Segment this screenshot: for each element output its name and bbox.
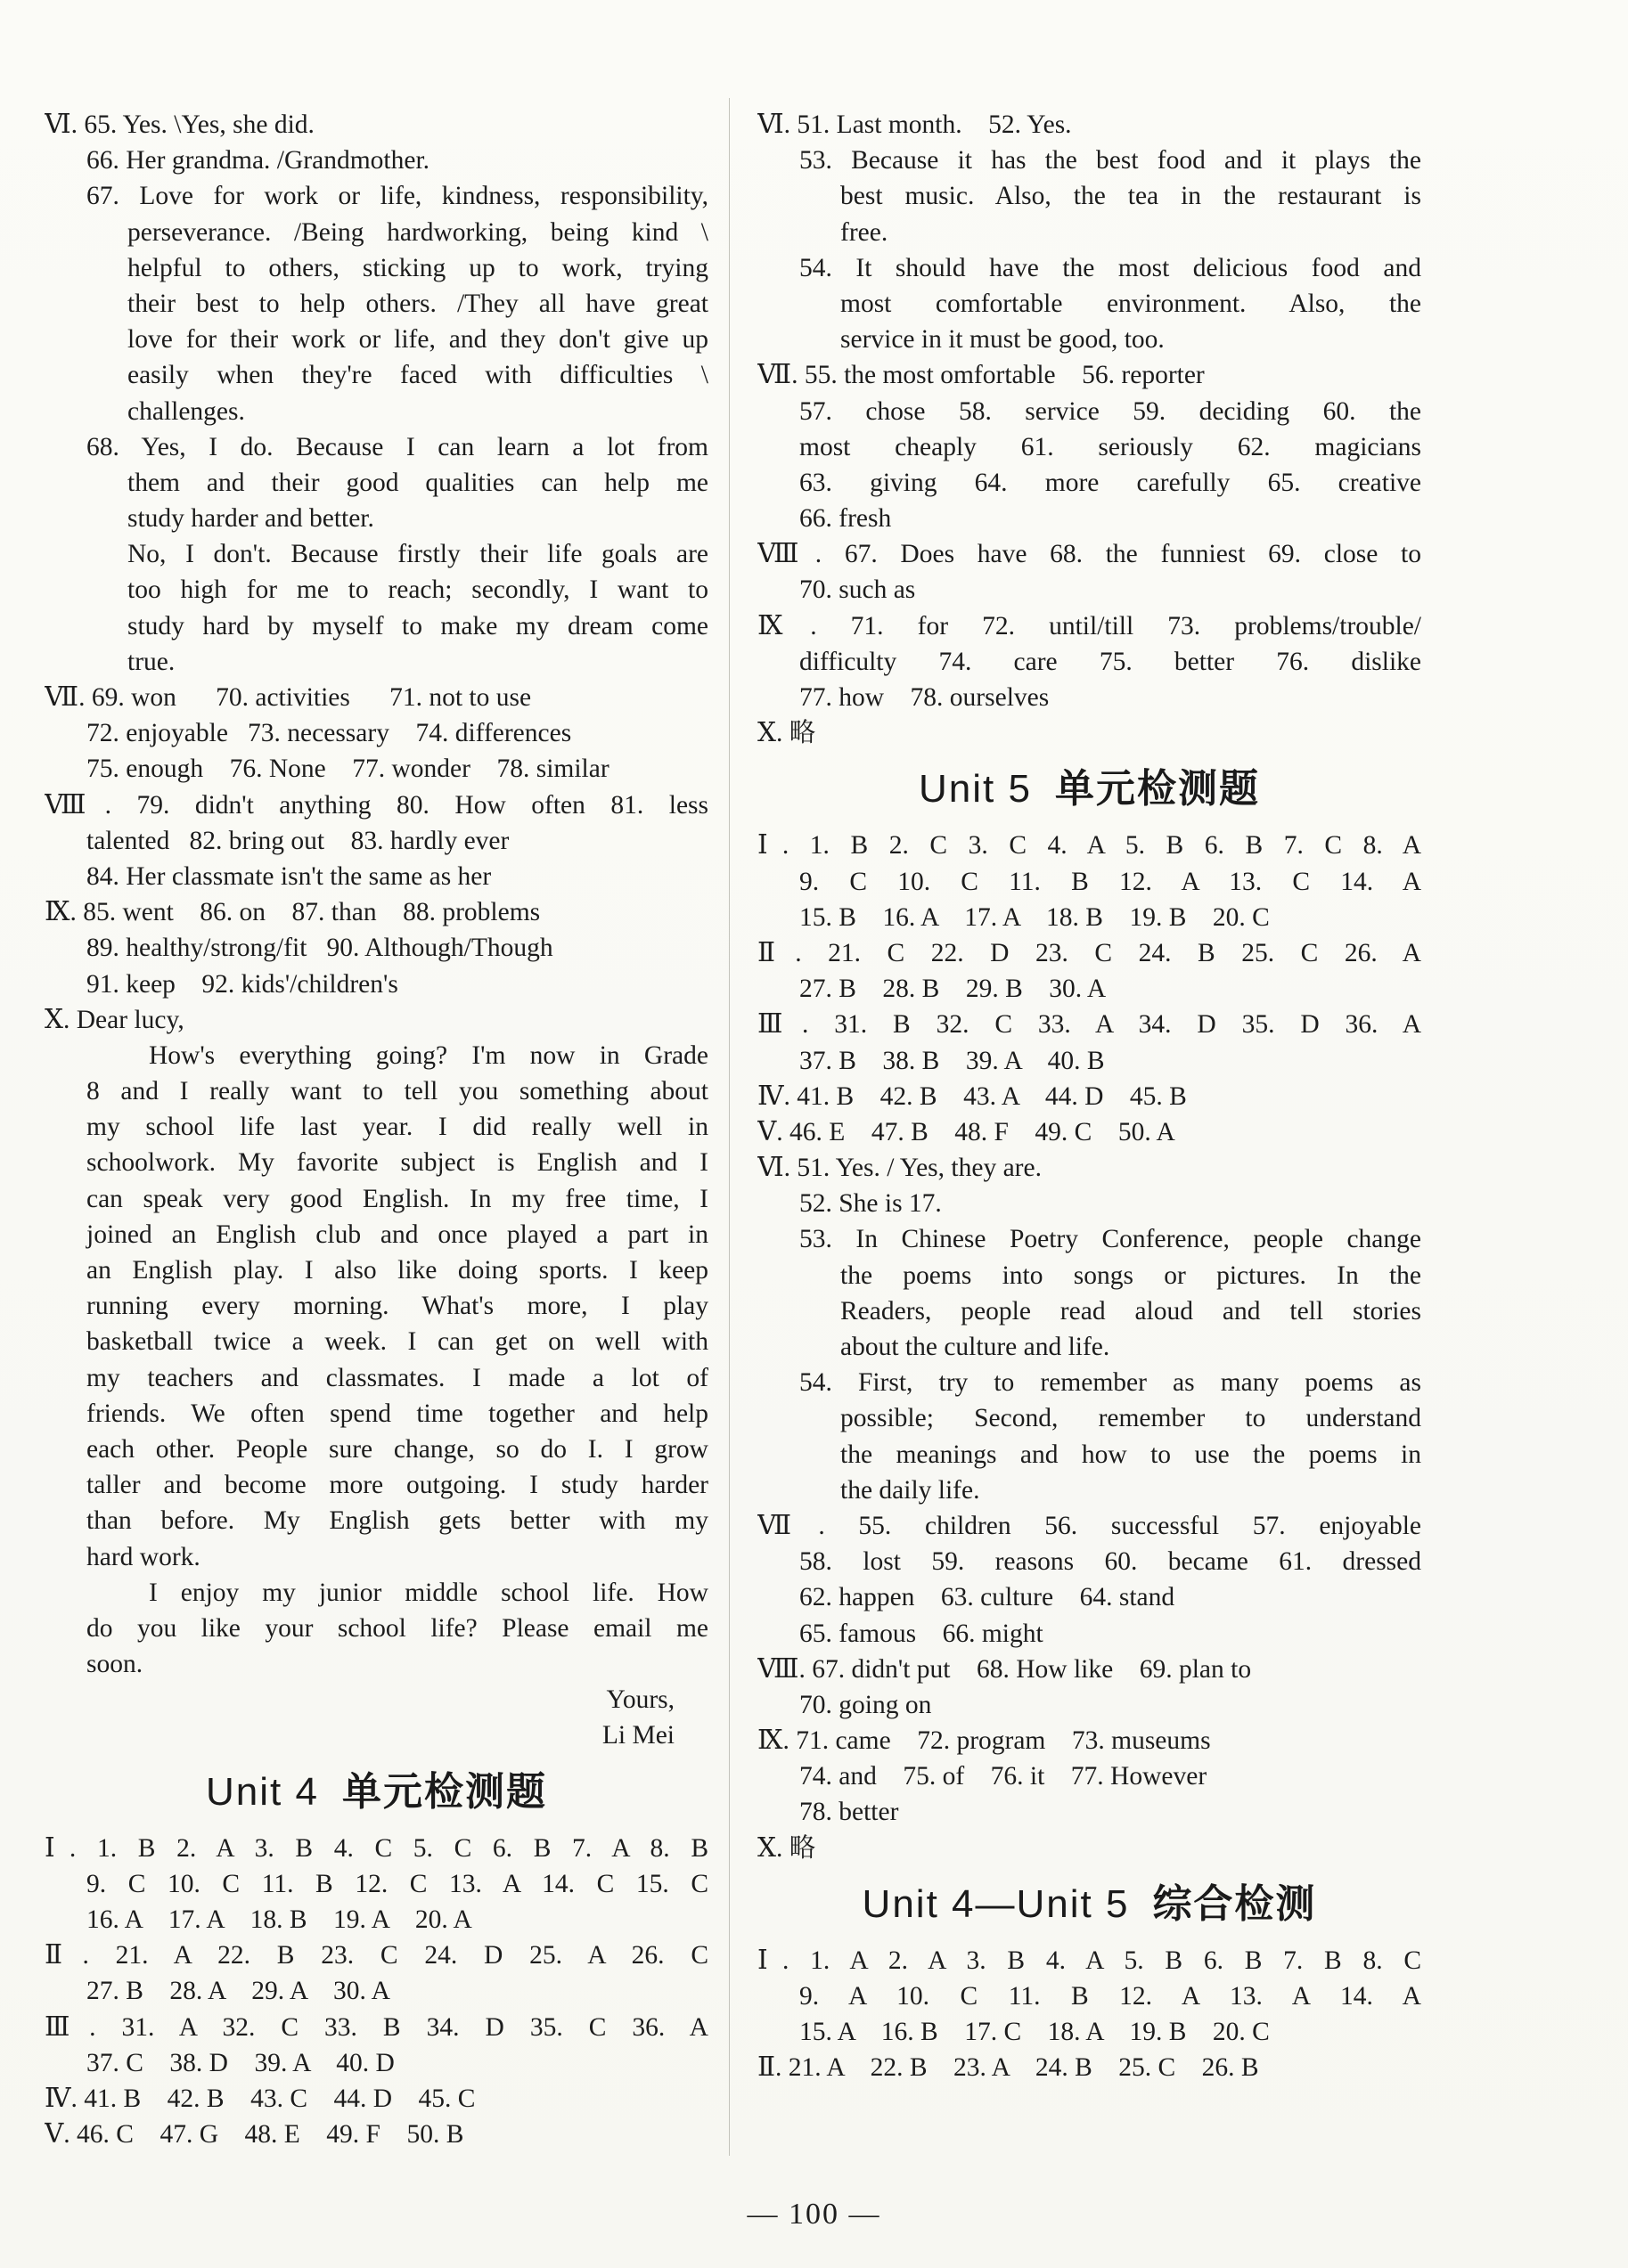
answer-line: soon. bbox=[86, 1650, 143, 1679]
answer-line: hard work. bbox=[86, 1542, 200, 1571]
unit4-heading-unit: Unit 4 bbox=[206, 1769, 319, 1814]
answer-line: true. bbox=[127, 647, 176, 676]
unit5-answer-line: possible; Second, remember to understand bbox=[840, 1404, 1421, 1433]
unit5-answer-line: Ⅹ. 略 bbox=[757, 1833, 816, 1863]
unit5-heading-unit: Unit 5 bbox=[919, 767, 1032, 812]
right-column bbox=[757, 107, 1421, 2086]
answer-line: 89. healthy/strong/fit 90. Although/Though bbox=[86, 934, 553, 963]
answer-line: Ⅹ. Dear lucy, bbox=[45, 1005, 184, 1034]
answer-line: 75. enough 76. None 77. wonder 78. similar bbox=[86, 755, 609, 784]
answer-line: 53. Because it has the best food and it plays the bbox=[799, 146, 1421, 175]
answer-line: my teachers and classmates. I made a lot of bbox=[86, 1363, 708, 1392]
answer-line: service in it must be good, too. bbox=[840, 325, 1165, 355]
answer-line: I enjoy my junior middle school life. How bbox=[149, 1578, 708, 1607]
unit4-answer-line: Ⅰ. 1. B 2. A 3. B 4. C 5. C 6. B 7. A 8. B bbox=[45, 1833, 708, 1863]
answer-line: 54. It should have the most delicious food and bbox=[799, 253, 1421, 282]
unit5-heading-title: 单元检测题 bbox=[1054, 766, 1260, 812]
unit4-answer-line: Ⅳ. 41. B 42. B 43. C 44. D 45. C bbox=[45, 2084, 476, 2113]
answer-line: 84. Her classmate isn't the same as her bbox=[86, 861, 492, 891]
unit45-answer-lines bbox=[757, 1943, 1421, 2086]
answer-line: do you like your school life? Please email me bbox=[86, 1613, 708, 1643]
answer-line: 8 and I really want to tell you something about bbox=[86, 1077, 708, 1106]
unit5-answer-line: Ⅸ. 71. came 72. program 73. museums bbox=[757, 1726, 1211, 1756]
page-number: — 100 — bbox=[747, 2198, 881, 2231]
answer-line: 68. Yes, I do. Because I can learn a lot from bbox=[86, 432, 708, 461]
answer-line: love for their work or life, and they don't give up bbox=[127, 325, 708, 355]
unit5-answer-line: the poems into songs or pictures. In the bbox=[840, 1260, 1421, 1290]
answer-line: difficulty 74. care 75. better 76. dislike bbox=[799, 647, 1421, 676]
answer-line: 70. such as bbox=[799, 575, 916, 605]
unit4-answer-line: 37. C 38. D 39. A 40. D bbox=[86, 2048, 395, 2077]
unit4-answer-line: 16. A 17. A 18. B 19. A 20. A bbox=[86, 1905, 472, 1934]
unit5-answer-line: the daily life. bbox=[840, 1475, 980, 1505]
unit4-answer-line: 9. C 10. C 11. B 12. C 13. A 14. C 15. C bbox=[86, 1869, 708, 1898]
unit4-heading bbox=[45, 1754, 708, 1831]
unit5-answer-line: Ⅲ. 31. B 32. C 33. A 34. D 35. D 36. A bbox=[757, 1010, 1421, 1040]
unit5-answer-line: 78. better bbox=[799, 1798, 899, 1827]
answer-line: Ⅷ. 67. Does have 68. the funniest 69. close to bbox=[757, 540, 1421, 569]
answer-line: Li Mei bbox=[601, 1721, 675, 1750]
unit5-answer-line: Ⅳ. 41. B 42. B 43. A 44. D 45. B bbox=[757, 1081, 1187, 1111]
unit5-answer-line: 54. First, try to remember as many poems as bbox=[799, 1368, 1421, 1398]
unit5-answer-line: 62. happen 63. culture 64. stand bbox=[799, 1583, 1175, 1612]
unit5-heading bbox=[757, 751, 1421, 828]
answer-line: 77. how 78. ourselves bbox=[799, 683, 1050, 712]
right-answer-lines bbox=[757, 107, 1421, 751]
answer-line: schoolwork. My favorite subject is English and I bbox=[86, 1148, 708, 1178]
unit5-answer-line: Ⅰ. 1. B 2. C 3. C 4. A 5. B 6. B 7. C 8. A bbox=[757, 831, 1421, 861]
answer-line: study harder and better. bbox=[127, 504, 374, 534]
unit45-answer-line: 9. A 10. C 11. B 12. A 13. A 14. A bbox=[799, 1982, 1421, 2011]
answer-line: joined an English club and once played a part in bbox=[86, 1220, 708, 1249]
unit5-answer-line: 58. lost 59. reasons 60. became 61. dressed bbox=[799, 1547, 1421, 1577]
answer-line: challenges. bbox=[127, 396, 245, 426]
answer-line: 66. Her grandma. /Grandmother. bbox=[86, 146, 430, 175]
answer-line: best music. Also, the tea in the restaurant is bbox=[840, 182, 1421, 211]
unit4-answer-line: 27. B 28. A 29. A 30. A bbox=[86, 1977, 390, 2006]
unit5-answer-lines bbox=[757, 828, 1421, 1865]
answer-line: Yours, bbox=[606, 1685, 675, 1715]
answer-line: Ⅵ. 51. Last month. 52. Yes. bbox=[757, 110, 1072, 139]
unit5-answer-line: 15. B 16. A 17. A 18. B 19. B 20. C bbox=[799, 902, 1270, 932]
answer-line: 72. enjoyable 73. necessary 74. differences bbox=[86, 719, 572, 748]
answer-line: Ⅶ. 69. won 70. activities 71. not to use bbox=[45, 683, 532, 712]
unit5-answer-line: 65. famous 66. might bbox=[799, 1619, 1043, 1648]
unit5-answer-line: Ⅴ. 46. E 47. B 48. F 49. C 50. A bbox=[757, 1117, 1175, 1146]
answer-line: Ⅸ. 71. for 72. until/till 73. problems/trouble/ bbox=[757, 611, 1421, 640]
answer-line: perseverance. /Being hardworking, being kind \ bbox=[127, 217, 708, 247]
unit5-answer-line: Ⅱ. 21. C 22. D 23. C 24. B 25. C 26. A bbox=[757, 938, 1421, 967]
unit5-answer-line: the meanings and how to use the poems in bbox=[840, 1440, 1421, 1469]
answer-line: their best to help others. /They all have great bbox=[127, 289, 708, 318]
answer-line: Ⅸ. 85. went 86. on 87. than 88. problems bbox=[45, 898, 541, 927]
answer-line: 66. fresh bbox=[799, 504, 892, 534]
answer-line: taller and become more outgoing. I study harder bbox=[86, 1471, 708, 1500]
unit45-answer-line: 15. A 16. B 17. C 18. A 19. B 20. C bbox=[799, 2018, 1270, 2047]
answer-line: helpful to others, sticking up to work, trying bbox=[127, 253, 708, 282]
unit5-answer-line: Ⅶ. 55. children 56. successful 57. enjoyable bbox=[757, 1511, 1421, 1540]
answer-line: Ⅵ. 65. Yes. \Yes, she did. bbox=[45, 110, 315, 139]
answer-line: free. bbox=[840, 217, 888, 247]
unit5-answer-line: 70. going on bbox=[799, 1690, 932, 1719]
column-divider bbox=[729, 98, 730, 2156]
answer-line: 57. chose 58. service 59. deciding 60. the bbox=[799, 396, 1421, 426]
unit5-answer-line: 9. C 10. C 11. B 12. A 13. C 14. A bbox=[799, 867, 1421, 896]
unit5-answer-line: 27. B 28. B 29. B 30. A bbox=[799, 975, 1107, 1004]
unit5-answer-line: about the culture and life. bbox=[840, 1333, 1110, 1361]
unit4-answer-lines bbox=[45, 1831, 708, 2153]
unit4-answer-line: Ⅴ. 46. C 47. G 48. E 49. F 50. B bbox=[45, 2120, 464, 2150]
unit4-answer-line: Ⅱ. 21. A 22. B 23. C 24. D 25. A 26. C bbox=[45, 1941, 708, 1970]
unit45-heading-unit: Unit 4—Unit 5 bbox=[862, 1881, 1130, 1926]
unit45-heading bbox=[757, 1866, 1421, 1943]
answer-line: most comfortable environment. Also, the bbox=[840, 289, 1421, 318]
answer-line: friends. We often spend time together and help bbox=[86, 1399, 708, 1428]
unit45-answer-line: Ⅰ. 1. A 2. A 3. B 4. A 5. B 6. B 7. B 8. C bbox=[757, 1946, 1421, 1975]
answer-line: Ⅷ. 79. didn't anything 80. How often 81. less bbox=[45, 790, 708, 820]
answer-line: 91. keep 92. kids'/children's bbox=[86, 969, 398, 999]
left-column bbox=[45, 107, 708, 2152]
answer-line: my school life last year. I did really well in bbox=[86, 1113, 708, 1142]
answer-line: talented 82. bring out 83. hardly ever bbox=[86, 826, 510, 855]
unit5-answer-line: Ⅵ. 51. Yes. / Yes, they are. bbox=[757, 1154, 1042, 1183]
unit5-answer-line: Readers, people read aloud and tell stories bbox=[840, 1296, 1421, 1326]
unit5-answer-line: 52. She is 17. bbox=[799, 1189, 942, 1219]
answer-line: can speak very good English. In my free time, I bbox=[86, 1184, 708, 1213]
answer-line: easily when they're faced with difficulties \ bbox=[127, 361, 708, 390]
unit5-answer-line: Ⅷ. 67. didn't put 68. How like 69. plan to bbox=[757, 1654, 1252, 1684]
unit45-heading-title: 综合检测 bbox=[1152, 1880, 1317, 1927]
answer-line: them and their good qualities can help me bbox=[127, 468, 708, 497]
answer-line: running every morning. What's more, I play bbox=[86, 1292, 708, 1321]
answer-line: too high for me to reach; secondly, I want to bbox=[127, 575, 708, 605]
answer-line: Ⅶ. 55. the most omfortable 56. reporter bbox=[757, 361, 1205, 390]
answer-line: No, I don't. Because firstly their life goals are bbox=[127, 540, 708, 569]
unit4-answer-line: Ⅲ. 31. A 32. C 33. B 34. D 35. C 36. A bbox=[45, 2012, 708, 2042]
answer-line: 63. giving 64. more carefully 65. creative bbox=[799, 468, 1421, 497]
answer-line: each other. People sure change, so do I. I grow bbox=[86, 1434, 708, 1464]
answer-line: an English play. I also like doing sports. I keep bbox=[86, 1256, 708, 1285]
unit4-heading-title: 单元检测题 bbox=[341, 1768, 547, 1815]
left-answer-lines bbox=[45, 107, 708, 1754]
answer-line: basketball twice a week. I can get on well with bbox=[86, 1327, 708, 1357]
answer-line: How's everything going? I'm now in Grade bbox=[149, 1040, 708, 1070]
unit5-answer-line: 74. and 75. of 76. it 77. However bbox=[799, 1762, 1207, 1791]
answer-line: than before. My English gets better with my bbox=[86, 1506, 708, 1536]
answer-line: Ⅹ. 略 bbox=[757, 719, 816, 748]
unit45-answer-line: Ⅱ. 21. A 22. B 23. A 24. B 25. C 26. B bbox=[757, 2053, 1259, 2083]
unit5-answer-line: 37. B 38. B 39. A 40. B bbox=[799, 1046, 1105, 1075]
answer-line: study hard by myself to make my dream come bbox=[127, 611, 708, 640]
answer-line: most cheaply 61. seriously 62. magicians bbox=[799, 432, 1421, 461]
answer-line: 67. Love for work or life, kindness, responsibility, bbox=[86, 182, 708, 211]
unit5-answer-line: 53. In Chinese Poetry Conference, people change bbox=[799, 1225, 1421, 1254]
